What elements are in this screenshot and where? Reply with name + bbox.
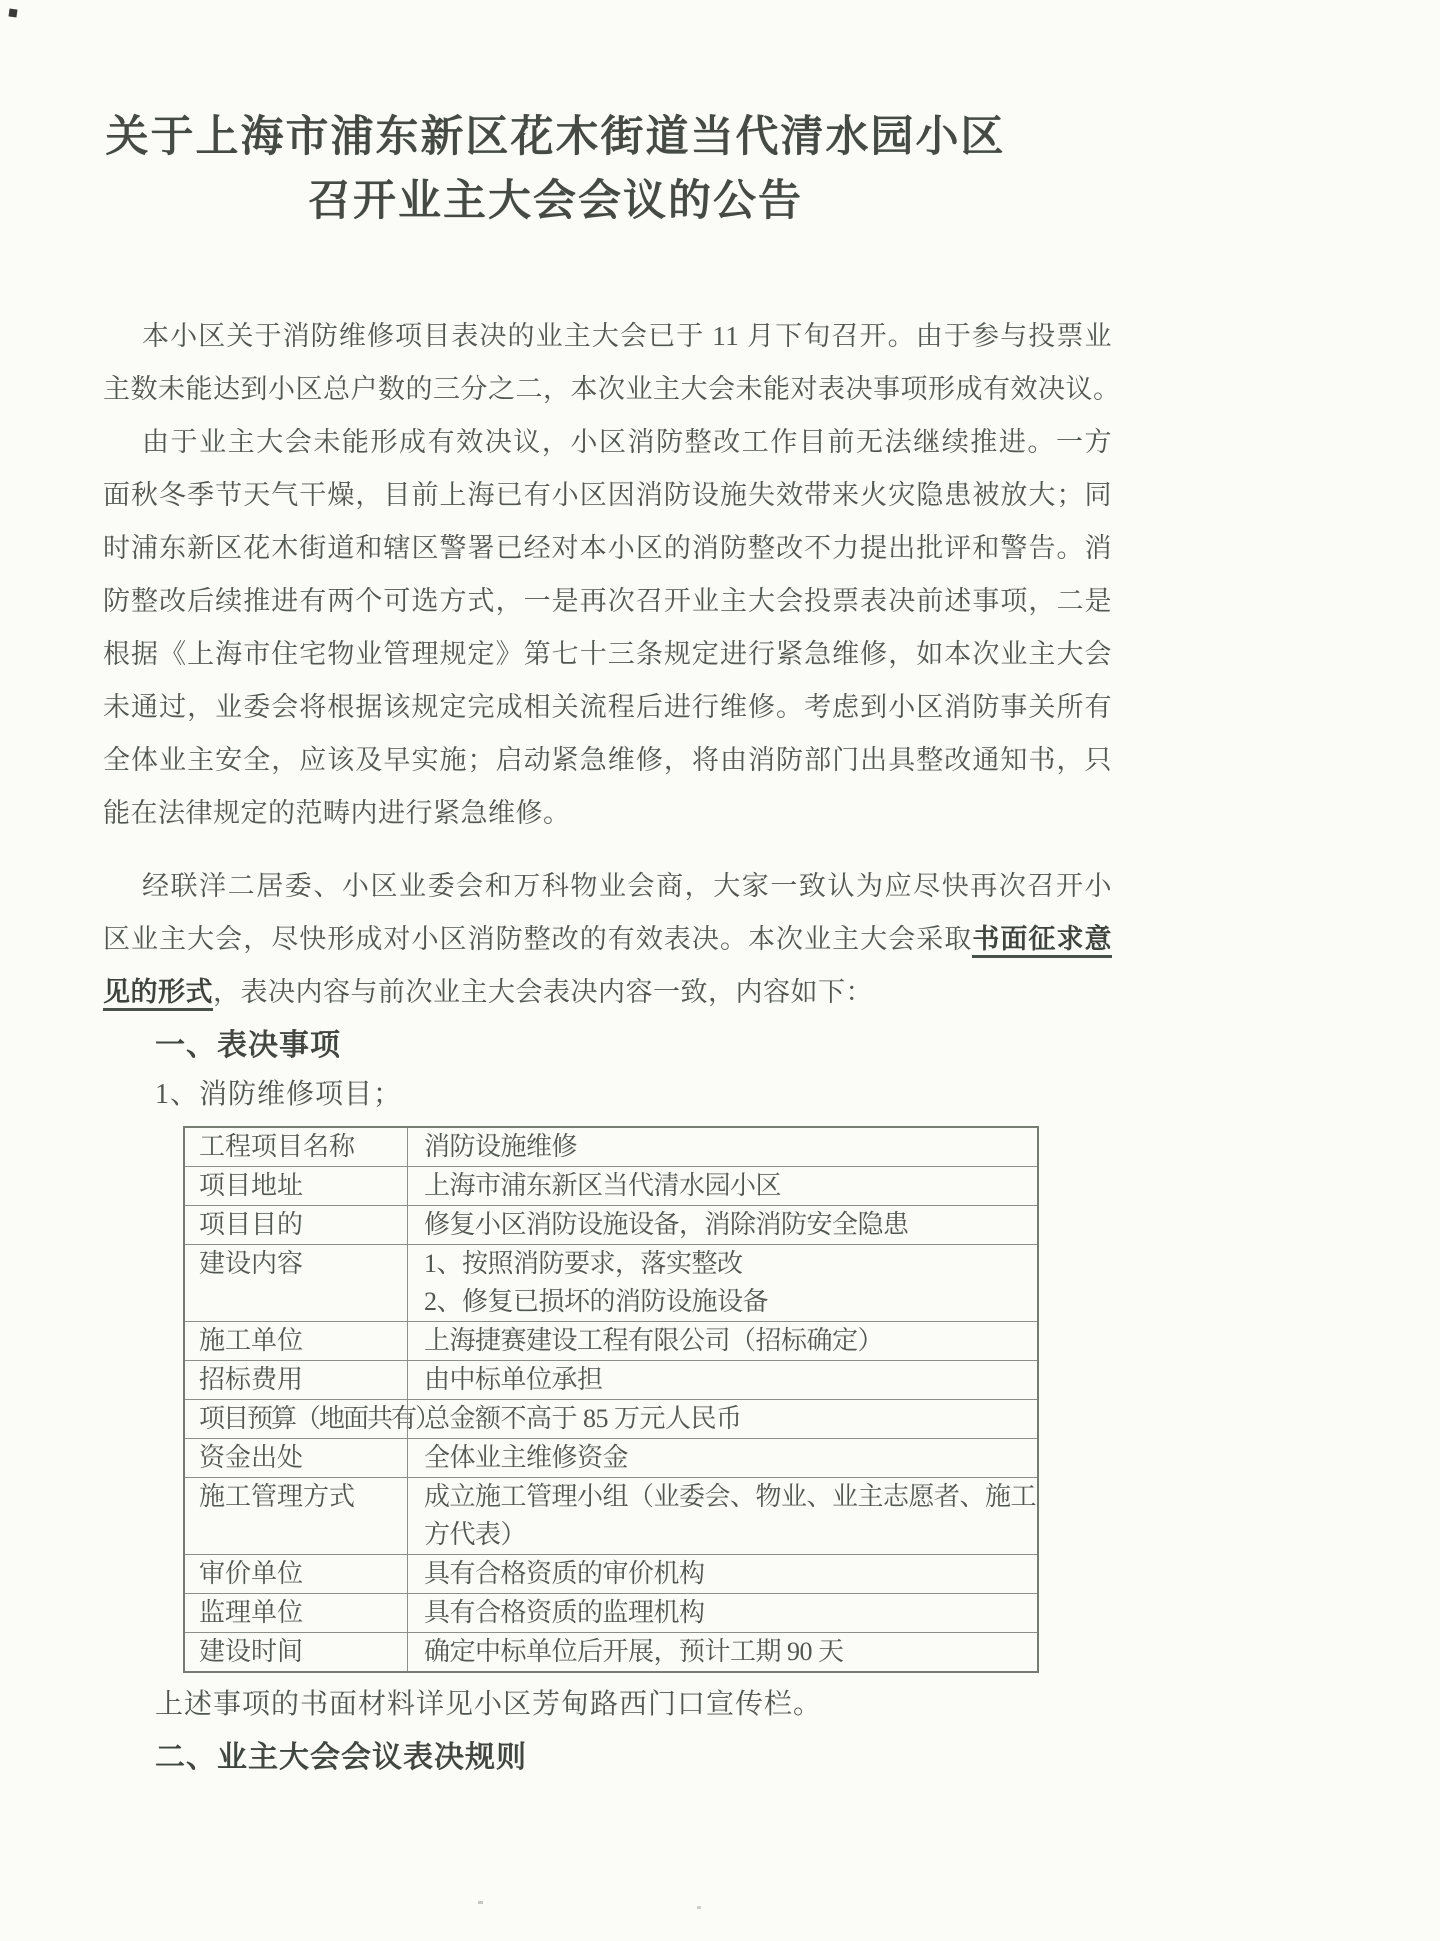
row-value: 确定中标单位后开展，预计工期 90 天 <box>407 1633 1037 1671</box>
row-value: 由中标单位承担 <box>407 1361 1037 1399</box>
emphasized-text: 见的形式 <box>103 977 213 1011</box>
row-value: 具有合格资质的监理机构 <box>407 1594 1037 1632</box>
row-value-line: 2、修复已损坏的消防设施设备 <box>424 1287 769 1316</box>
section-heading-1: 一、表决事项 <box>155 1029 341 1062</box>
row-value: 消防设施维修 <box>407 1128 1037 1166</box>
table-row <box>185 1128 1037 1166</box>
text-segment: ，表决内容与前次业主大会表决内容一致，内容如下： <box>213 977 873 1007</box>
text-line: 面秋冬季节天气干燥，目前上海已有小区因消防设施失效带来火灾隐患被放大；同 <box>103 480 1112 510</box>
table-row <box>185 1360 1037 1399</box>
title-line-1: 关于上海市浦东新区花木街道当代清水园小区 <box>105 114 1006 161</box>
table-row <box>185 1166 1037 1205</box>
row-value-line: 成立施工管理小组（业委会、物业、业主志愿者、施工 <box>424 1482 1037 1511</box>
row-label: 资金出处 <box>199 1443 304 1472</box>
row-value-line: 1、按照消防要求，落实整改 <box>424 1249 743 1278</box>
row-value: 总金额不高于 85 万元人民币 <box>407 1400 1037 1438</box>
text-line: 本小区关于消防维修项目表决的业主大会已于 11 月下旬召开。由于参与投票业 <box>142 321 1112 351</box>
row-label: 施工单位 <box>199 1326 304 1355</box>
row-value: 上海市浦东新区当代清水园小区 <box>407 1167 1037 1205</box>
row-value: 具有合格资质的审价机构 <box>407 1555 1037 1593</box>
vote-items-table <box>183 1126 1039 1673</box>
text-line: 全体业主安全，应该及早实施；启动紧急维修，将由消防部门出具整改通知书，只 <box>103 745 1112 775</box>
text-line: 未通过，业委会将根据该规定完成相关流程后进行维修。考虑到小区消防事关所有 <box>103 692 1112 722</box>
table-row <box>185 1399 1037 1438</box>
announcement-document <box>103 0 1121 1784</box>
row-value-line: 方代表） <box>424 1520 527 1549</box>
paragraph-1 <box>103 310 1121 416</box>
table-row <box>185 1244 1037 1321</box>
row-value <box>407 1245 1037 1321</box>
emphasized-text: 书面征求意 <box>972 924 1112 958</box>
row-label: 监理单位 <box>199 1598 304 1627</box>
row-label: 项目地址 <box>199 1171 304 1200</box>
table-row <box>185 1593 1037 1632</box>
table-row <box>185 1438 1037 1477</box>
table-row <box>185 1554 1037 1593</box>
row-value <box>407 1478 1037 1554</box>
scan-artifact <box>478 1901 483 1904</box>
list-item-1: 1、消防维修项目； <box>155 1079 403 1110</box>
row-label: 招标费用 <box>199 1365 304 1394</box>
text-line: 根据《上海市住宅物业管理规定》第七十三条规定进行紧急维修，如本次业主大会 <box>103 639 1112 669</box>
text-line <box>103 913 1112 966</box>
row-label: 建设内容 <box>199 1249 304 1278</box>
row-label: 施工管理方式 <box>199 1482 356 1511</box>
table-note: 上述事项的书面材料详见小区芳甸路西门口宣传栏。 <box>155 1689 823 1720</box>
row-label: 项目目的 <box>199 1210 304 1239</box>
paragraph-3 <box>103 860 1112 1019</box>
row-label: 工程项目名称 <box>199 1132 356 1161</box>
section-heading-2: 二、业主大会会议表决规则 <box>155 1741 527 1774</box>
scan-artifact <box>8 8 17 17</box>
text-segment: 区业主大会，尽快形成对小区消防整改的有效表决。本次业主大会采取 <box>103 924 973 954</box>
document-title <box>103 0 1112 234</box>
scan-artifact <box>697 1906 701 1909</box>
text-line: 防整改后续推进有两个可选方式，一是再次召开业主大会投票表决前述事项，二是 <box>103 586 1112 616</box>
table-row <box>185 1321 1037 1360</box>
table-row <box>185 1477 1037 1554</box>
title-line-2: 召开业主大会会议的公告 <box>308 178 803 225</box>
table-row <box>185 1205 1037 1244</box>
row-value: 修复小区消防设施设备，消除消防安全隐患 <box>407 1206 1037 1244</box>
row-label: 建设时间 <box>199 1637 304 1666</box>
text-line: 能在法律规定的范畴内进行紧急维修。 <box>103 798 571 828</box>
row-label: 审价单位 <box>199 1559 304 1588</box>
row-value: 上海捷赛建设工程有限公司（招标确定） <box>407 1322 1037 1360</box>
table-row <box>185 1632 1037 1671</box>
row-value: 全体业主维修资金 <box>407 1439 1037 1477</box>
row-label: 项目预算（地面共有） <box>199 1404 440 1433</box>
text-line: 经联洋二居委、小区业委会和万科物业会商，大家一致认为应尽快再次召开小 <box>142 871 1112 901</box>
paragraph-2 <box>103 416 1112 840</box>
text-line: 时浦东新区花木街道和辖区警署已经对本小区的消防整改不力提出批评和警告。消 <box>103 533 1112 563</box>
text-line <box>103 966 1112 1019</box>
text-line: 主数未能达到小区总户数的三分之二，本次业主大会未能对表决事项形成有效决议。 <box>103 374 1121 404</box>
text-line: 由于业主大会未能形成有效决议，小区消防整改工作目前无法继续推进。一方 <box>142 427 1112 457</box>
